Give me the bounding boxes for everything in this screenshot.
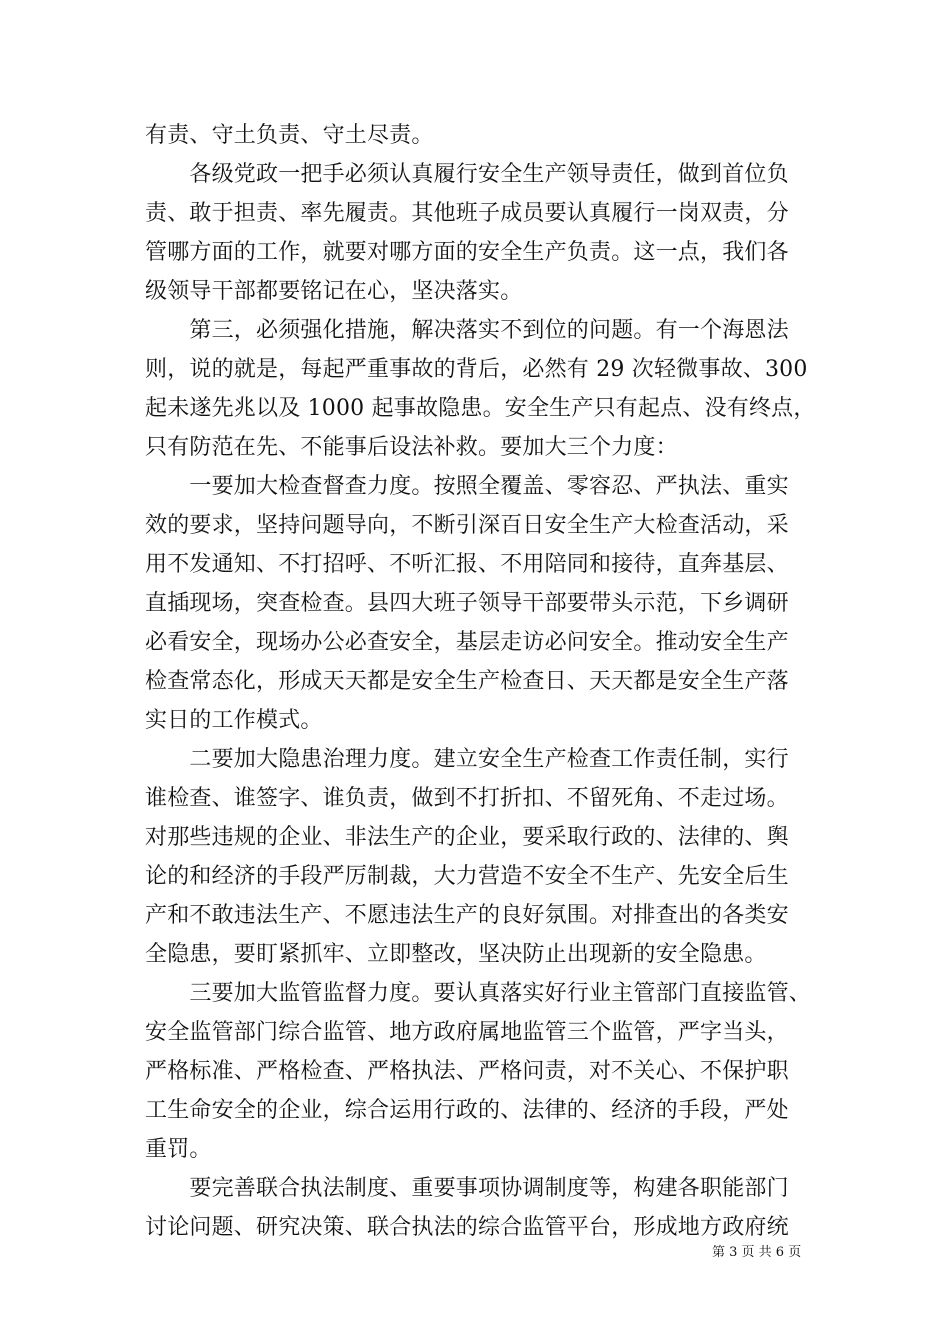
- text-line: 起未遂先兆以及 1000 起事故隐患。安全生产只有起点、没有终点，: [145, 396, 816, 421]
- page-indicator: 第 3 页 共 6 页: [712, 1245, 802, 1260]
- text-line: 讨论问题、研究决策、联合执法的综合监管平台，形成地方政府统: [145, 1215, 789, 1240]
- text-line: 检查常态化，形成天天都是安全生产检查日、天天都是安全生产落: [145, 669, 789, 694]
- text-line: 论的和经济的手段严厉制裁，大力营造不安全不生产、先安全后生: [145, 864, 789, 889]
- text-line: 谁检查、谁签字、谁负责，做到不打折扣、不留死角、不走过场。: [145, 786, 789, 811]
- text-line: 三要加大监管监督力度。要认真落实好行业主管部门直接监管、: [145, 981, 812, 1006]
- text-line: 用不发通知、不打招呼、不听汇报、不用陪同和接待，直奔基层、: [145, 552, 789, 577]
- text-line: 必看安全，现场办公必查安全，基层走访必问安全。推动安全生产: [145, 630, 789, 655]
- text-line: 二要加大隐患治理力度。建立安全生产检查工作责任制，实行: [145, 747, 789, 772]
- text-line: 产和不敢违法生产、不愿违法生产的良好氛围。对排查出的各类安: [145, 903, 789, 928]
- text-line: 要完善联合执法制度、重要事项协调制度等，构建各职能部门: [145, 1176, 789, 1201]
- text-line: 级领导干部都要铭记在心，坚决落实。: [145, 279, 523, 304]
- text-line: 严格标准、严格检查、严格执法、严格问责，对不关心、不保护职: [145, 1059, 789, 1084]
- text-line: 全隐患，要盯紧抓牢、立即整改，坚决防止出现新的安全隐患。: [145, 942, 767, 967]
- text-line: 只有防范在先、不能事后设法补救。要加大三个力度：: [145, 435, 678, 460]
- text-line: 工生命安全的企业，综合运用行政的、法律的、经济的手段，严处: [145, 1098, 789, 1123]
- text-line: 直插现场，突查检查。县四大班子领导干部要带头示范，下乡调研: [145, 591, 789, 616]
- text-line: 安全监管部门综合监管、地方政府属地监管三个监管，严字当头，: [145, 1020, 789, 1045]
- text-line: 各级党政一把手必须认真履行安全生产领导责任，做到首位负: [145, 162, 789, 187]
- text-line: 则，说的就是，每起严重事故的背后，必然有 29 次轻微事故、300: [145, 357, 808, 382]
- text-line: 效的要求，坚持问题导向，不断引深百日安全生产大检查活动，采: [145, 513, 789, 538]
- text-line: 责、敢于担责、率先履责。其他班子成员要认真履行一岗双责，分: [145, 201, 789, 226]
- text-line: 实日的工作模式。: [145, 708, 323, 733]
- text-line: 第三，必须强化措施，解决落实不到位的问题。有一个海恩法: [145, 318, 789, 343]
- text-line: 有责、守土负责、守土尽责。: [145, 123, 434, 148]
- text-line: 管哪方面的工作，就要对哪方面的安全生产负责。这一点，我们各: [145, 240, 789, 265]
- text-line: 对那些违规的企业、非法生产的企业，要采取行政的、法律的、舆: [145, 825, 789, 850]
- text-line: 重罚。: [145, 1137, 212, 1162]
- text-line: 一要加大检查督查力度。按照全覆盖、零容忍、严执法、重实: [145, 474, 789, 499]
